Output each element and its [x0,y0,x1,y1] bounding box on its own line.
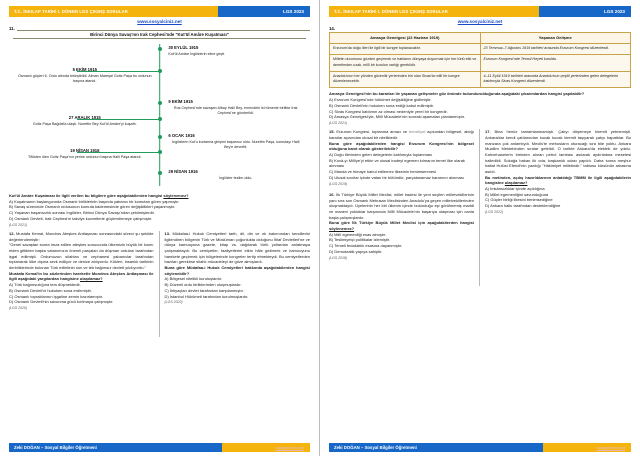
header-title: T.C. İNKILAP TARİHİ I. DÖNEM LGS ÇIKMIŞ SORULAR [9,6,218,17]
table-cell-event: 23 Temmuz–7 Ağustos 1919 tarihleri arasında Erzurum Kongresi düzenlendi. [480,43,631,54]
table-cell-event: 4–11 Eylül 1919 tarihleri arasında Anadolu'nun çeşitli yerlerinden gelen delegelerin katılımıyla Sivas Kongresi düzenlendi. [480,71,631,88]
question-15-intro [329,129,474,140]
question-16-option-d[interactable]: D) Demokratik yapıya sahiptir. [329,248,383,254]
question-14-option-c[interactable]: C) Sivas Kongresi katılımın az olması nedeniyle yerel bir kongredir. [329,108,448,114]
question-13-intro-text: Müdafaa-i Hukuk Cemiyetleri tarih, dil, din ve ırk bakımından kendilerini ilgilendiren bölgenin Türk ve Müslüman çoğunlukta olduğunu İtilaf Devletleri'ne ve dünya kamuoyuna gazete, kitap vs. dağıtarak türlü yollardan anlatmaya çalışmaktaydı. Bu cemiyetler, faaliyetlerini etkin hâle getirmek ve kamuoyunu harekete geçirmek için bölgelerinde kongreler tertip etmekteydi. Bu cemiyetlerden bazıları gerekirse silahlı mücadeleyi de göze almışlardı. [164,230,310,265]
timeline-dot [158,135,162,139]
timeline-event-desc: Tifüsten ölen Goltz Paşa'nın yerine ordunun başına Halil Paşa atandı. [28,155,142,159]
question-16-stem-text: Buna göre İlk Türkiye Büyük Millet Meclisi için aşağıdakilerden hangisi [329,220,474,226]
header-exam-badge: LGS 2023 [539,6,631,17]
question-15-option-c[interactable]: C) Manda ve himaye kabul edilemez ilkesinin benimsenmesi [329,169,436,175]
question-17-source: (LGS 2022) [485,210,504,215]
timeline-dot [158,171,162,175]
question-16-intro [329,192,474,220]
timeline-event-desc: Kut'ül Amâre İngilizlerin eline geçti. [168,52,226,56]
header-website-link-left[interactable]: www.sosyalciniz.net [137,18,182,24]
question-13-stem: Buna göre Müdafaa-i Hukuk Cemiyetleri hakkında aşağıdakilerden hangisi söylenebilir? [164,264,310,276]
header-title: T.C. İNKILAP TARİHİ I. DÖNEM LGS ÇIKMIŞ SORULAR [329,6,539,17]
question-16-stem [329,220,474,231]
question-12-intro [9,231,154,242]
question-16 [329,192,474,260]
table-row [330,43,631,54]
page-header-right [329,6,631,17]
question-11-option-c[interactable]: C) Yaşanan başarısızlık sonrası İngilizler, Birinci Dünya Savaşı'ndan çekilmişlerdir. [9,210,155,216]
timeline-event-desc: Osmanlı güçleri 6. Ordu altında birleştirildi. Alman Mareşal Goltz Paşa bu ordunun başına atandı. [17,74,152,84]
table-cell-decision: Milletin durumunu gözden geçirmek ve haklarını dünyaya duyurmak için her türlü etki ve denetimden uzak, millî bir kurulun varlığı gereklidir. [330,54,481,71]
footer-website-link[interactable]: sosyalciniz.net [543,443,631,452]
question-14-option-b[interactable]: B) Osmanlı Devleti'nin hukuken sona erdiği kabul edilmiştir. [329,102,434,108]
question-11-option-a[interactable]: A) Kuşatmanın başlangıcında Osmanlı birliklerinin başında yabancı bir komutan görev yapmıştır. [9,198,180,204]
right-page-spacer [329,286,631,443]
question-12-number: 12. [9,230,15,236]
column-left [9,231,160,337]
question-13-source: (LGS 2020) [164,300,183,305]
question-17-stem-underlined: ulaşılamaz? [504,180,528,186]
question-14-number-row [329,26,631,31]
page-footer-right [329,443,631,452]
question-16-number: 16. [329,191,335,197]
question-15-option-d[interactable]: D) Ulusal sınırlar içinde vatan bir bütündür, parçalanamaz kararının alınması [329,175,464,181]
question-16-intro-text: İlk Türkiye Büyük Millet Meclisi, millet iradesi ile yeni seçilen milletvekillerinin yanı sıra son Osmanlı Mebusan Meclisinden Anadolu'ya geçen milletvekillerinden oluşmaktaydı. Üyelerinin her biri ülkenin içinde bulunduğu eşi görülmemiş maddi ve manevi yokluklar karşısında Millî Mücadele'nin başarıya ulaşması için canla başla çalışmışlardır. [329,191,474,220]
question-17-option-d[interactable]: D) Ankara halkı tarafından desteklendiğine [485,203,561,209]
question-17-intro-text: Bina henüz tamamlanmamıştı. Çatıyı döşemeye kiremit yetmemişti. Ankaralılar kendi çatılarından kucak kucak kiremit taşıyarak çatıyı kapattılar. Bu manzara çok anlamlıydı. Meclis'te mebusların oturacağı sıra bile yoktu. Ankara Muallim Mektebinden sıralar getirildi. O tarihte Ankara'da elektrik de yoktu. Kahvehanelerin birinden alınan petrol lambası asılarak aydınlatma meselesi halledildi. Sokağa bakan ilk oda, başkanlık odası yapıldı. Daha sonra meşhur hattat Hulûsi Efendi'nin yazdığı "Hâkimiyet milletindir." tablosu kürsünün arkasına asıldı. [485,129,631,174]
question-12-stem-text: Mustafa Kemal'in bu sözlerinden hareketle Mondros Ateşkes Antlaşması ile ilgili aşağıdaki yargılardan hangisine [9,270,154,282]
footer-author: Zeki DOĞAN – Sosyal Bilgiler Öğretmeni [9,443,222,452]
timeline-event-desc: Goltz Paşa Bağdat'a ulaştı. Nurettin Bey Kut'ül Amâre'yi kuşattı. [32,122,137,126]
timeline-title: Birinci Dünya Savaş'nın Irak Cephesi'nde "Kut'ül Amâre Kuşatması" [13,32,306,40]
question-14-stem: Amasya Genelgesi'nin bu kararları ile yaşanan gelişmeler göz önünde bulundurulduğunda aşağıdaki çıkarımlardan hangisi yapılabilir? [329,91,585,97]
question-17-stem-text: Bu metinden, açılış hazırlıklarının anlatıldığı TBMM ile ilgili aşağıdakilerin hangisine [485,174,631,186]
footer-author: Zeki DOĞAN – Sosyal Bilgiler Öğretmeni [329,443,543,452]
page-footer-left [9,443,310,452]
question-11-timeline [13,32,306,191]
timeline-event-date: 30 EYLÜL 1915 [168,45,199,50]
timeline-event-date: 27 ARALIK 1915 [68,115,101,120]
question-12 [9,231,154,310]
question-12-source: (LGS 2020) [9,306,28,311]
timeline-dot [158,47,162,51]
timeline-event [165,169,303,181]
question-12-option-c[interactable]: C) Osmanlı topraklarının işgaline zemin hazırlamıştır. [9,293,104,299]
table-row [330,54,631,71]
timeline-event-desc: İngilizler teslim oldu. [219,176,253,180]
question-14-number: 14. [329,25,335,31]
question-15-intro-a: Erzurum Kongresi, toplanma amacı ve [336,129,409,135]
question-11-stem-text: Kut'ül Amâre Kuşatması ile ilgili verilen bu bilgilere göre aşağıdakilerden hangisi [9,193,164,198]
timeline-event-date: 9 EKİM 1915 [168,99,193,104]
question-15 [329,129,474,186]
left-page-columns [9,231,310,337]
question-13-number: 13. [164,230,171,236]
question-17 [485,129,631,214]
table-header-decision: Amasya Genelgesi (22 Haziran 1919) [330,32,481,43]
question-12-stem-underlined: ulaşılamaz? [79,276,103,282]
question-16-option-a[interactable]: A) Millî egemenliği esas almıştır. [329,231,387,237]
question-16-option-b[interactable]: B) Teslimiyetçi politikalar izlemiştir. [329,237,391,243]
question-15-stem: Buna göre aşağıdakilerden hangisi Erzurum Kongresi'nin bölgesel olduğuna kanıt olarak gösterilebilir? [329,140,474,152]
question-14-source: (LGS 2021) [329,121,348,126]
question-14-option-a[interactable]: A) Erzurum Kongresi'nde hükûmet değişikliğine gidilmiştir. [329,96,432,102]
question-12-quote: "Genel savaştan sonra imza edilen ateşkes sonucunda ülkemizin büyük bir kısmı elden gittikten başka vatanımızın önemli parçaları da düşman orduları tarafından işgal edilmişti. Ordumuzun silahları ve cephanesi yabancılar tarafından toplanarak ülke dışına sevk ediliyor ve denize atılıyordu. Kökleri, insanlık tarihinin derinliklerinde bulunan Türk milletinin son ve tek bağımsız devleti yıkılıyordu." [9,242,154,270]
question-12-option-a[interactable]: A) Türk bağımsızlığına ters düşmektedir. [9,281,81,287]
timeline-axis [159,44,161,186]
right-page-columns [329,129,631,286]
question-11-body [9,193,310,227]
timeline-event-date: 19 NİSAN 1916 [70,148,100,153]
question-17-option-c[interactable]: C) Güçler birliği ilkesini benimsediğine [485,197,553,203]
question-13-option-c[interactable]: C) İhtiyaçları devlet tarafından karşılanmıştır. [164,287,244,293]
table-cell-decision: Anadolu'nun her yönden güvenilir yerlerinden biri olan Sivas'ta millî bir kongre düzenlenecektir. [330,71,481,88]
question-17-stem [485,175,631,186]
question-15-option-b[interactable]: B) Kuvâ-yı Millîye'yi etkin ve ulusal iradeyi egemen kılmanın temel ilke olarak alınması [329,157,465,169]
question-11-number-row [9,26,310,31]
question-15-source: (LGS 2019) [329,181,348,186]
column-right [480,129,631,286]
table-header-row [330,32,631,43]
question-number-rule [17,30,310,31]
timeline-event-desc: İngilizlerin Kut'u kurtarma girişimi başarısız oldu. Nurettin Paşa, komutayı Halil Bey'e devretti. [172,140,300,150]
column-left [329,129,480,286]
question-14-option-d[interactable]: D) Amasya Genelgesi'yle, Millî Mücadele'nin sonraki aşamaları planlanmıştır. [329,114,466,120]
question-13-option-b[interactable]: B) Düzenli ordu birliklerinden oluşmuşlardır. [164,282,242,288]
timeline-event-date: 6 OCAK 1916 [168,133,195,138]
question-11-number: 11. [9,25,15,31]
timeline-dot [158,101,162,105]
page-header-left [9,6,310,17]
timeline-event [16,67,154,85]
question-17-number: 17. [485,129,491,135]
question-12-intro-text: Mustafa Kemal, Mondros Ateşkes Antlaşması sonrasındaki süreci şu şekilde değerlendirmiştir: [9,230,154,242]
footer-website-link[interactable]: sosyalciniz.net [222,443,310,452]
question-15-intro-c: açısından bölgesel, aldığı kararlar açısından ulusal bir niteliktedir. [329,129,474,140]
question-11-stem-underlined: söylenemez? [163,193,189,198]
question-17-intro [485,129,631,174]
header-website-link-right[interactable]: www.sosyalciniz.net [457,18,503,24]
timeline-canvas [13,40,306,190]
question-16-stem-underlined: söylenemez? [329,225,355,231]
header-exam-badge: LGS 2023 [218,6,310,17]
question-11-option-d[interactable]: D) Osmanlı Devleti, Irak Cephesi'ni takviye kuvvetlerle güçlendirmeye çalışmıştır. [9,216,153,222]
question-11-option-b[interactable]: B) Savaş sürecinde Osmanlı ordusunun komuta kademesinde görev değişiklikleri yaşanmıştır. [9,204,176,210]
table-row [330,71,631,88]
question-15-number: 15. [329,129,335,135]
question-15-intro-highlight: temsiliyet [408,129,426,135]
question-12-option-b[interactable]: B) Osmanlı Devleti'ni hukuken sona erdirmiştir. [9,287,92,293]
question-13-intro [165,231,311,265]
table-cell-event: Erzurum Kongresi'nde Temsil Heyeti kuruldu. [480,54,631,71]
table-header-event: Yaşanan Gelişme [480,32,631,43]
left-page-spacer [9,337,310,443]
timeline-event [165,45,303,57]
question-16-option-c[interactable]: C) Temeli fedakârlık esasına dayanmıştır. [329,243,403,249]
question-16-source: (LGS 2018) [329,255,348,260]
question-13-option-d[interactable]: D) İstanbul Hükûmeti tarafından kurulmuşlardır. [164,293,249,299]
question-11-source: (LGS 2021) [9,222,28,227]
question-12-stem [9,271,154,282]
timeline-event [16,148,154,160]
timeline-event-desc: Rus Cephesi'nde savaşan Albay Halil Bey, emrindeki iki tümenle birlikte Irak Cephesi'ne gönderildi. [173,106,298,116]
question-14-table [329,32,631,89]
question-15-option-a[interactable]: A) Doğu illerinden gelen delegelerin katılımıyla toplanması [329,151,433,157]
timeline-event [165,133,303,151]
question-13-option-a[interactable]: A) Bölgesel nitelikli kuruluşlardır. [164,276,223,282]
timeline-event [16,115,154,127]
column-right [160,231,311,337]
question-12-option-d[interactable]: D) Osmanlı Devleti'nin savunma gücü kırılmaya çalışmıştır. [9,299,114,305]
question-14-body [329,91,631,125]
question-13 [165,231,311,305]
page-right [320,0,640,456]
timeline-event [165,99,303,117]
table-cell-decision: Erzurum'da doğu illeri ile ilgili bir kongre toplanacaktır. [330,43,481,54]
question-17-option-a[interactable]: A) İmkânsızlıklar içinde açıldığına [485,185,545,191]
question-17-option-b[interactable]: B) Millet egemenliğini savunduğuna [485,191,549,197]
timeline-event-date: 5 EKİM 1915 [72,67,98,72]
timeline-event-date: 29 NİSAN 1916 [168,169,198,174]
